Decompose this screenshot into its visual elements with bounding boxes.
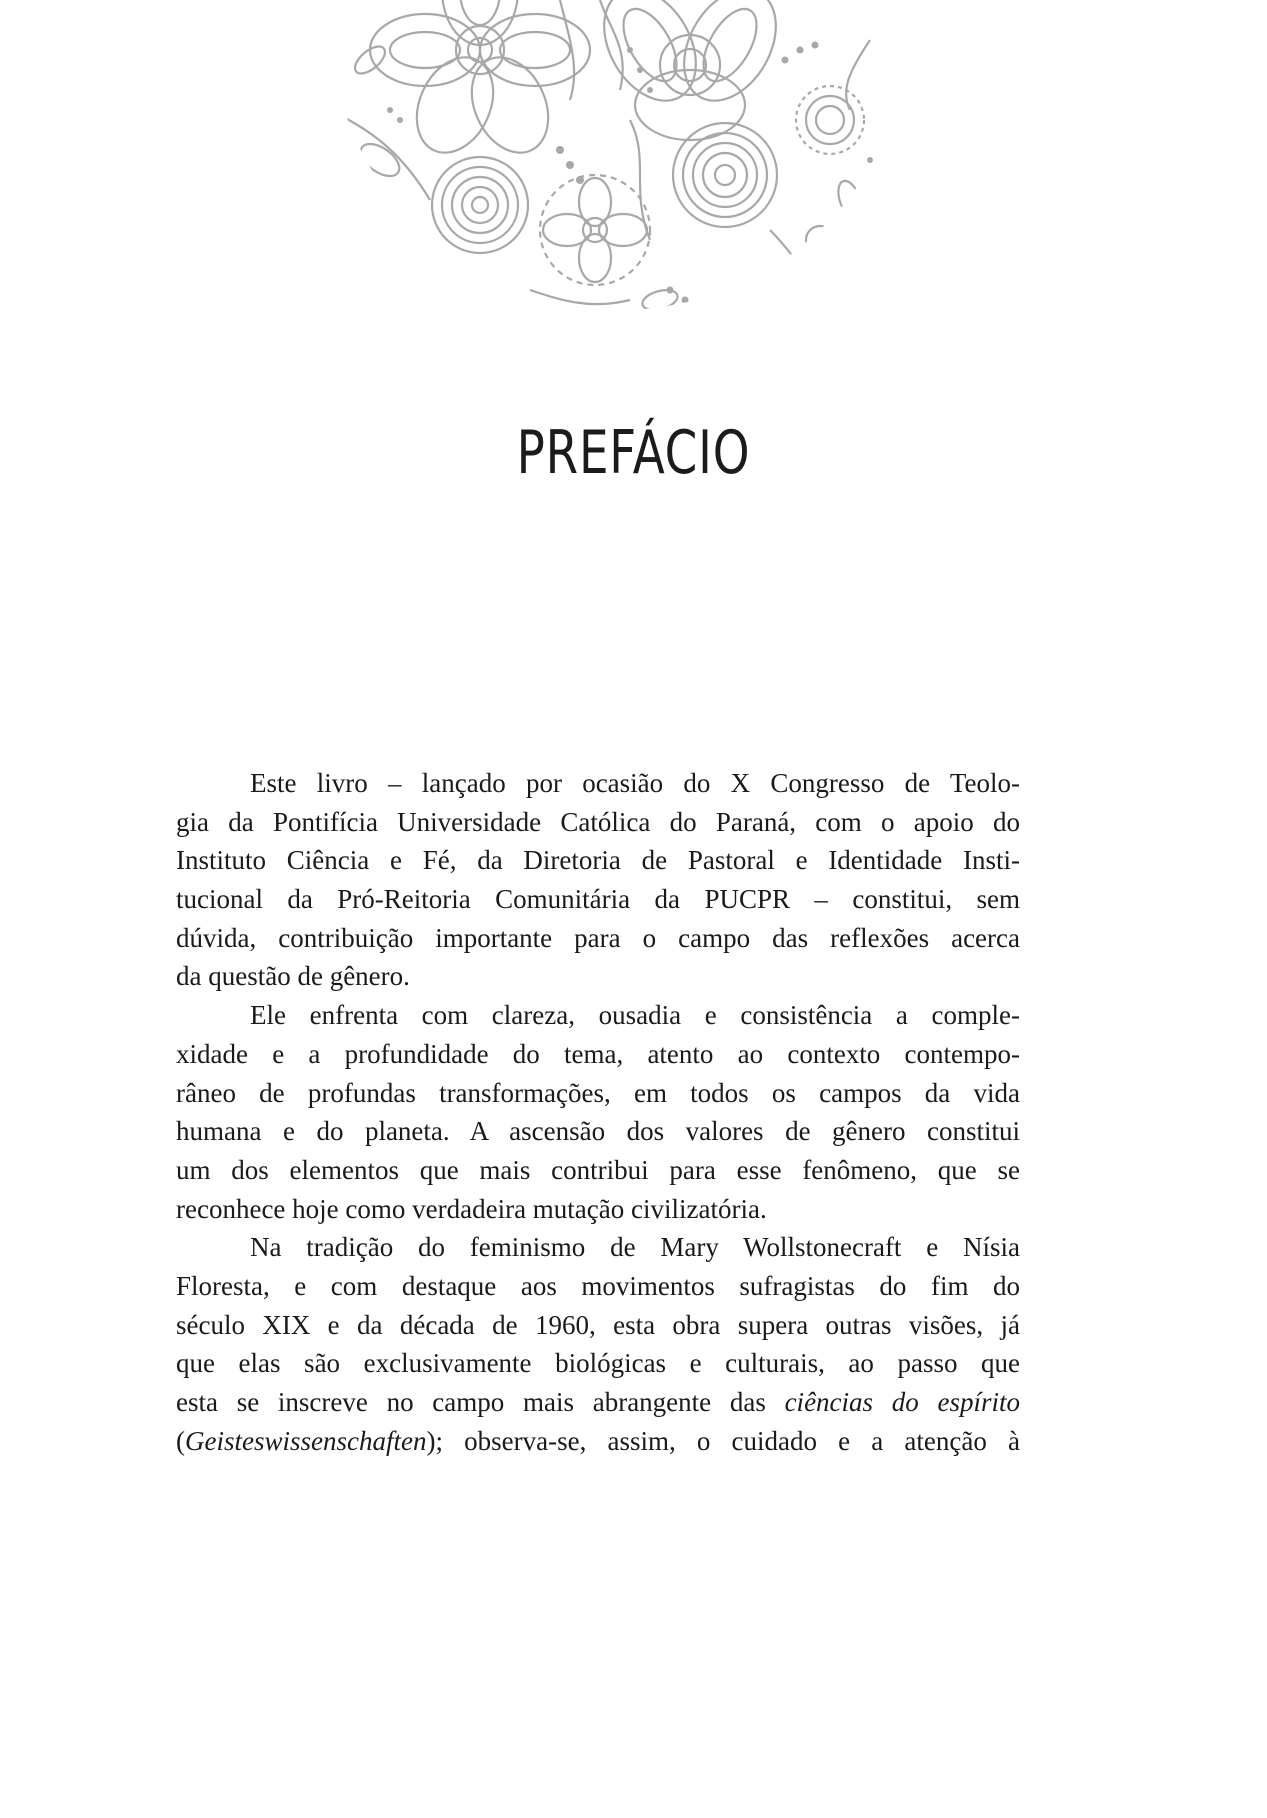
paragraph-line: dúvida, contribuição importante para o campo das reflexões acerca bbox=[176, 922, 1020, 953]
floral-ornament bbox=[330, 0, 910, 340]
paragraph-line: gia da Pontifícia Universidade Católica do Paraná, com o apoio do bbox=[176, 806, 1020, 837]
paragraph-line: Na tradição do feminismo de Mary Wollstonecraft e Nísia bbox=[250, 1232, 1020, 1263]
paragraph-line: Instituto Ciência e Fé, da Diretoria de Pastoral e Identidade Insti- bbox=[176, 845, 1020, 876]
italic-term: ciências do espírito bbox=[784, 1387, 1020, 1417]
paragraph-line: da questão de gênero. bbox=[176, 961, 410, 992]
paragraph-line: Floresta, e com destaque aos movimentos sufragistas do fim do bbox=[176, 1270, 1020, 1301]
paragraph-line: Este livro – lançado por ocasião do X Congresso de Teolo- bbox=[250, 768, 1020, 798]
text-segment: ( bbox=[176, 1425, 185, 1456]
text-segment: ); observa-se, assim, o cuidado e a atenção à bbox=[426, 1425, 1020, 1456]
paragraph-line: humana e do planeta. A ascensão dos valores de gênero constitui bbox=[176, 1116, 1020, 1147]
paragraph-line: Ele enfrenta com clareza, ousadia e consistência a comple- bbox=[250, 1000, 1020, 1031]
paragraph-line: xidade e a profundidade do tema, atento ao contexto contempo- bbox=[176, 1038, 1020, 1069]
paragraph-line bbox=[176, 1383, 1020, 1422]
paragraph-line: râneo de profundas transformações, em todos os campos da vida bbox=[176, 1077, 1020, 1108]
page-title: PREFÁCIO bbox=[516, 418, 751, 488]
body-text bbox=[176, 764, 1020, 1460]
paragraph-line bbox=[176, 1422, 1020, 1461]
paragraph-line: tucional da Pró-Reitoria Comunitária da PUCPR – constitui, sem bbox=[176, 884, 1020, 915]
text-segment: esta se inscreve no campo mais abrangente das bbox=[176, 1387, 785, 1417]
paragraph-line: que elas são exclusivamente biológicas e culturais, ao passo que bbox=[176, 1348, 1020, 1379]
flower-icon bbox=[370, 0, 590, 165]
paragraph-line: um dos elementos que mais contribui para esse fenômeno, que se bbox=[176, 1154, 1020, 1185]
paragraph-line: reconhece hoje como verdadeira mutação civilizatória. bbox=[176, 1193, 767, 1224]
italic-term: Geisteswissenschaften bbox=[185, 1425, 427, 1456]
paragraph-line: século XIX e da década de 1960, esta obra supera outras visões, já bbox=[176, 1309, 1020, 1340]
